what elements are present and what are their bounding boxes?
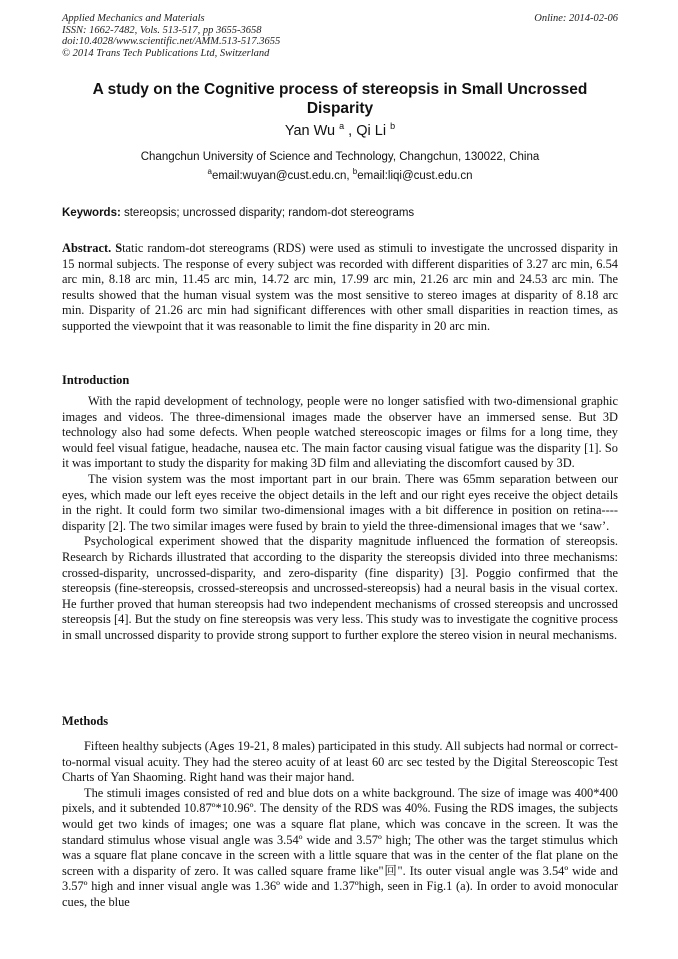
email-line	[62, 168, 618, 184]
author-name: Qi Li	[356, 123, 387, 139]
paragraph: Psychological experiment showed that the disparity magnitude influenced the formation of stereopsis. Research by Richards illustrated that according to the disparity the stereopsis divided into three mechanisms: crossed-disparity, uncrossed-disparity, and zero-disparity (fine disparity) [3]. Poggio confirmed that the stereopsis (fine-stereopsis, crossed-stereopsis and uncrossed-stereopsis) had a neural basis in the visual cortex. He further proved that human stereopsis had two independent mechanisms of crossed stereopsis and uncrossed stereopsis [4]. But the study on fine stereopsis was very less. This study was to investigate the cognitive process in small uncrossed disparity to provide strong support to further explore the stereo vision in neural mechanisms.	[62, 534, 618, 642]
email-link[interactable]: email:liqi@cust.edu.cn	[357, 170, 473, 182]
methods-body	[62, 739, 618, 911]
section-heading-introduction: Introduction	[62, 373, 130, 387]
section-heading-methods: Methods	[62, 714, 109, 728]
journal-name: Applied Mechanics and Materials	[62, 13, 205, 24]
copyright-line: © 2014 Trans Tech Publications Ltd, Switzerland	[62, 47, 270, 59]
doi-line: doi:10.4028/www.scientific.net/AMM.513-517.3655	[62, 36, 281, 47]
author-name: Yan Wu	[284, 123, 336, 139]
abstract	[62, 241, 618, 335]
author-superscript: a	[339, 121, 345, 131]
email-superscript: a	[207, 167, 212, 176]
keywords-text: stereopsis; uncrossed disparity; random-dot stereograms	[120, 207, 415, 219]
keywords-label: Keywords:	[62, 207, 121, 219]
affiliation: Changchun University of Science and Technology, Changchun, 130022, China	[140, 151, 540, 163]
introduction-body	[62, 394, 618, 644]
paper-title: A study on the Cognitive process of stereopsis in Small Uncrossed Disparity	[92, 81, 588, 117]
paragraph: Fifteen healthy subjects (Ages 19-21, 8 males) participated in this study. All subjects had normal or correct-to-normal visual acuity. They had the stereo acuity of at least 60 arc sec tested by the Digital Stereoscopic Test Charts of Yan Shaoming. Right hand was their major hand.	[62, 739, 618, 785]
paragraph: With the rapid development of technology, people were no longer satisfied with two-dimensional graphic images and videos. The three-dimensional images made the observer have an immersed sense. But 3D technology also had some defects. When people watched stereoscopic images or films for a long time, they would feel visual fatigue, headache, nausea etc. The main factor causing visual fatigue was the disparity [1]. So it was important to study the disparity for making 3D film and alleviating the discomfort caused by 3D.	[62, 394, 618, 471]
author-list	[62, 122, 618, 140]
author-superscript: b	[390, 121, 396, 131]
paragraph: The stimuli images consisted of red and blue dots on a white background. The size of image was 400*400 pixels, and it subtended 10.87º*10.96º. The density of the RDS was 40%. Fusing the RDS images, the subjects would get two kinds of images; one was a square flat plane, which was concave in the screen. It was the standard stimulus whose visual angle was 3.54º wide and 3.57º high; The other was the target stimulus which was a square flat plane concave in the screen with a little square that was in the center of the flat plane on the screen with a disparity of zero. It was called square frame like"回". Its outer visual angle was 3.54º wide and 3.57º high and inner visual angle was 1.36º wide and 1.37ºhigh, seen in Fig.1 (a). In order to avoid monocular cues, the blue	[62, 785, 618, 909]
email-link[interactable]: email:wuyan@cust.edu.cn,	[211, 170, 350, 182]
author-separator: ,	[344, 123, 357, 139]
issn-line: ISSN: 1662-7482, Vols. 513-517, pp 3655-3658	[62, 24, 262, 36]
journal-header	[62, 13, 618, 59]
paragraph: The vision system was the most important part in our brain. There was 65mm separation between our eyes, which made our left eyes receive the object details in the left and our right eyes receive the object details in the right. It could form two similar two-dimensional images with a bit difference in position on retina----disparity [2]. The two similar images were fused by brain to yield the three-dimensional images that we ‘saw’.	[62, 471, 618, 533]
email-superscript: b	[352, 167, 358, 176]
online-date: Online: 2014-02-06	[534, 13, 618, 24]
keywords	[62, 206, 618, 220]
abstract-label: Abstract. S	[62, 241, 123, 255]
abstract-text: tatic random-dot stereograms (RDS) were used as stimuli to investigate the uncrossed disparity in 15 normal subjects. The response of every subject was recorded with different disparities of 3.27 arc min, 6.54 arc min, 8.18 arc min, 11.45 arc min, 14.72 arc min, 17.99 arc min, 21.26 arc min and 24.53 arc min. The results showed that the human visual system was the most sensitive to stereo images at disparity of 8.18 arc min. Disparity of 21.26 arc min had significant differences with other small disparities in reaction times, as supported the viewpoint that it was reasonable to limit the fine disparity in 20 arc min.	[62, 241, 618, 333]
